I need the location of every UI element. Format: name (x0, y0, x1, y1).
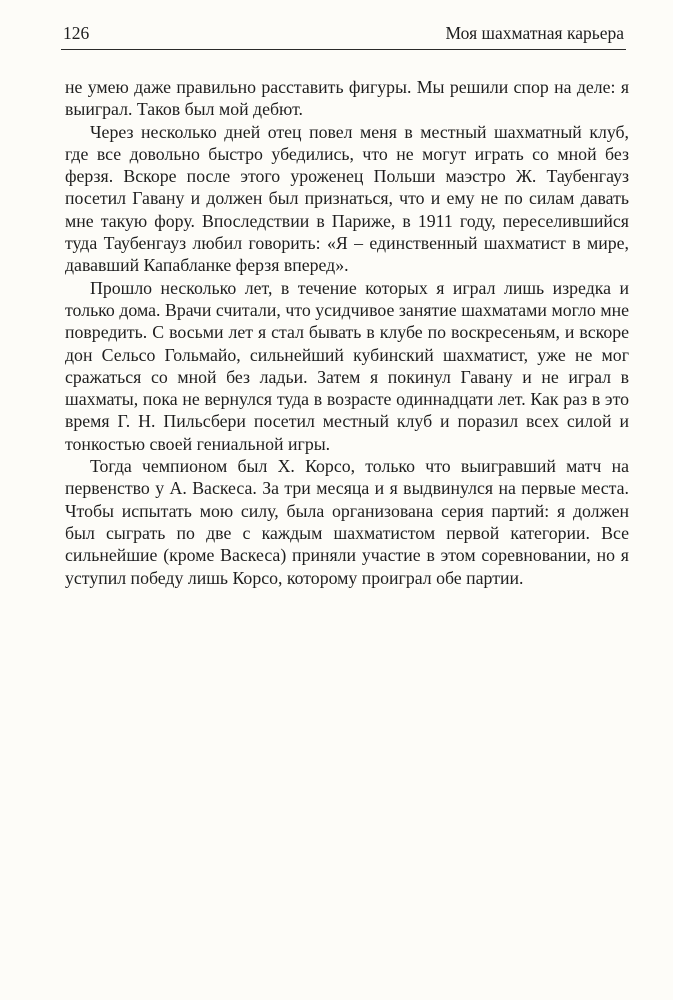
paragraph: Через несколько дней отец повел меня в местный шахматный клуб, где все довольно быстро убедились, что не могут играть со мной без ферзя. Вскоре после этого уроженец Польши маэстро Ж. Таубенгауз посетил Гавану и должен был признаться, что и ему не по силам давать мне такую фору. Впоследствии в Париже, в 1911 году, переселившийся туда Таубенгауз любил говорить: «Я – единственный шахматист в мире, дававший Капабланке ферзя вперед». (65, 121, 629, 276)
paragraph: не умею даже правильно расставить фигуры. Мы решили спор на деле: я выиграл. Таков был мой дебют. (65, 77, 629, 120)
running-header (61, 23, 626, 50)
body-text (65, 76, 629, 589)
page-number: 126 (63, 23, 90, 43)
paragraph: Тогда чемпионом был Х. Корсо, только что выигравший матч на первенство у А. Васкеса. За три месяца и я выдвинулся на первые места. Чтобы испытать мою силу, была организована серия партий: я должен был сыграть по две с каждым шахматистом первой категории. Все сильнейшие (кроме Васкеса) приняли участие в этом соревновании, но я уступил победу лишь Корсо, которому проиграл обе партии. (65, 456, 629, 588)
paragraph: Прошло несколько лет, в течение которых я играл лишь изредка и только дома. Врачи считали, что усидчивое занятие шахматами могло мне повредить. С восьми лет я стал бывать в клубе по воскресеньям, и вскоре дон Сельсо Гольмайо, сильнейший кубинский шахматист, уже не мог сражаться со мной без ладьи. Затем я покинул Гавану и не играл в шахматы, пока не вернулся туда в возрасте одиннадцати лет. Как раз в это время Г. Н. Пильсбери посетил местный клуб и поразил всех силой и тонкостью своей гениальной игры. (65, 277, 629, 454)
running-title: Моя шахматная карьера (445, 23, 624, 43)
